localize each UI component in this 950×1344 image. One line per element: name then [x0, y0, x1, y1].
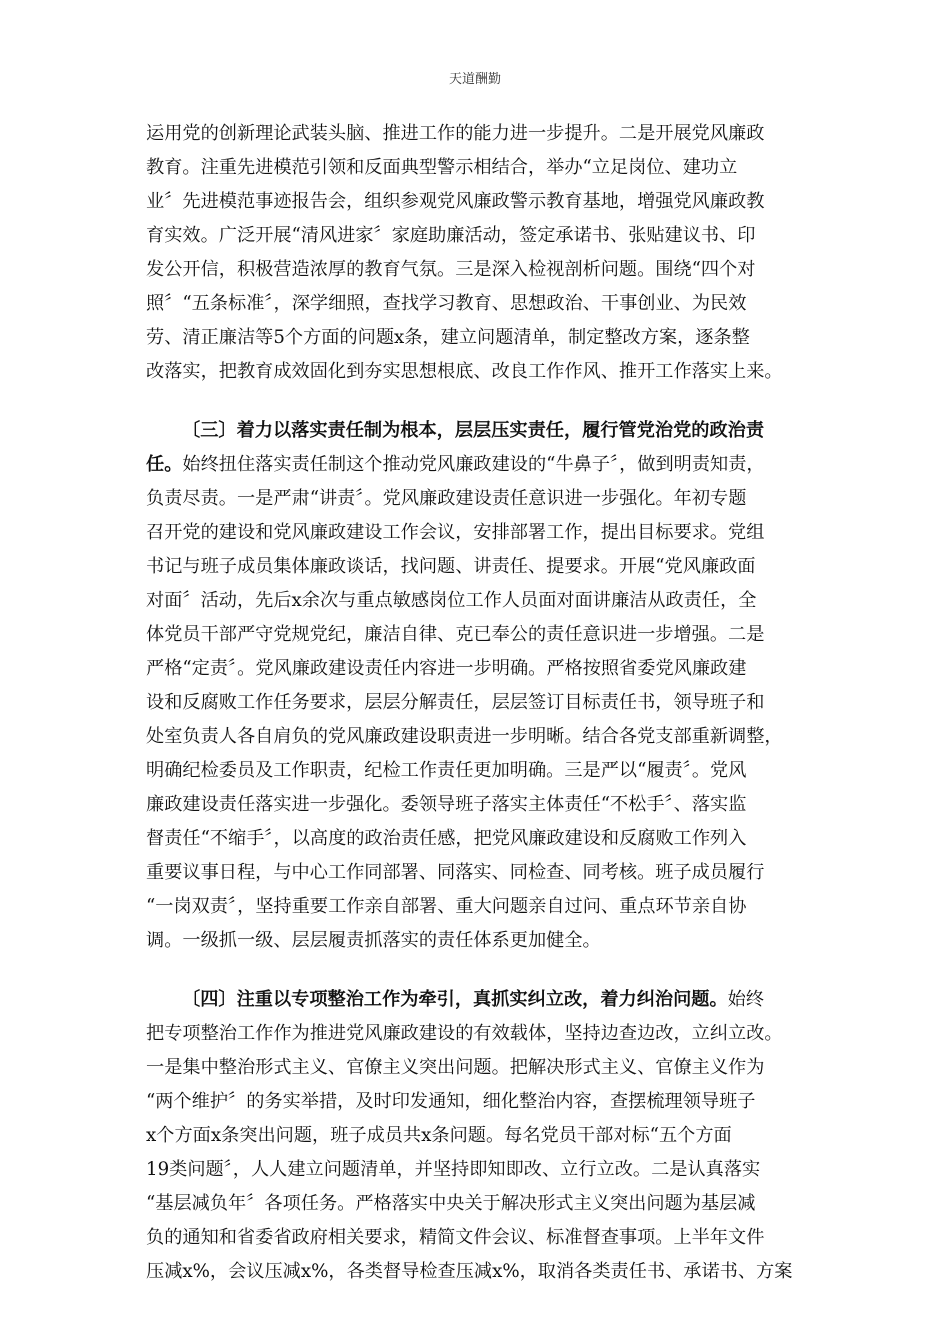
text-line: 调。一级抓一级、层层履责抓落实的责任体系更加健全。	[146, 930, 601, 951]
text-line: 运用党的创新理论武装头脑、推进工作的能力进一步提升。二是开展党风廉政	[146, 123, 765, 144]
text-line: 书记与班子成员集体廉政谈话，找问题、讲责任、提要求。开展“党风廉政面	[146, 556, 756, 577]
paragraph-3	[146, 983, 806, 1289]
text-line: 业〞先进模范事迹报告会，组织参观党风廉政警示教育基地，增强党风廉政教	[146, 191, 765, 212]
text-line: 廉政建设责任落实进一步强化。委领导班子落实主体责任“不松手〞、落实监	[146, 794, 747, 815]
text-line: 改落实，把教育成效固化到夯实思想根底、改良工作作风、推开工作落实上来。	[146, 361, 783, 382]
text-line: 压减x%，会议压减x%，各类督导检查压减x%，取消各类责任书、承诺书、方案	[146, 1261, 793, 1282]
paragraph-1	[146, 117, 806, 389]
text-line: 设和反腐败工作任务要求，层层分解责任，层层签订目标责任书，领导班子和	[146, 692, 765, 713]
heading-text: 〔三〕着力以落实责任制为根本，层层压实责任，履行管党治党的政治责	[182, 420, 765, 441]
heading-text-end: 任。	[146, 454, 183, 475]
text-line: x个方面x条突出问题，班子成员共x条问题。每名党员干部对标“五个方面	[146, 1125, 732, 1146]
text-line: 对面〞活动，先后x余次与重点敏感岗位工作人员面对面讲廉洁从政责任，全	[146, 590, 757, 611]
text-line: 发公开信，积极营造浓厚的教育气氛。三是深入检视剖析问题。围绕“四个对	[146, 259, 756, 280]
text-line: 把专项整治工作作为推进党风廉政建设的有效载体，坚持边查边改，立纠立改。	[146, 1023, 783, 1044]
text-line: 劳、清正廉洁等5个方面的问题x条，建立问题清单，制定整改方案，逐条整	[146, 327, 750, 348]
text-line: 重要议事日程，与中心工作同部署、同落实、同检查、同考核。班子成员履行	[146, 862, 765, 883]
text-line: 19类问题〞，人人建立问题清单，并坚持即知即改、立行立改。二是认真落实	[146, 1159, 761, 1180]
text-line: 照〞“五条标准〞，深学细照，查找学习教育、思想政治、干事创业、为民效	[146, 293, 747, 314]
paragraph-2	[146, 414, 806, 958]
text-line: 教育。注重先进模范引领和反面典型警示相结合，举办“立足岗位、建功立	[146, 157, 738, 178]
text-line	[146, 448, 806, 482]
section-heading-3	[146, 414, 806, 448]
text-line: “一岗双责〞，坚持重要工作亲自部署、重大问题亲自过问、重点环节亲自协	[146, 896, 747, 917]
text-line: “基层减负年〞各项任务。严格落实中央关于解决形式主义突出问题为基层减	[146, 1193, 756, 1214]
text-line: 负的通知和省委省政府相关要求，精简文件会议、标准督查事项。上半年文件	[146, 1227, 765, 1248]
text-line: 育实效。广泛开展“清风进家〞家庭助廉活动，签定承诺书、张贴建议书、印	[146, 225, 756, 246]
text-line: “两个维护〞的务实举措，及时印发通知，细化整治内容，查摆梳理领导班子	[146, 1091, 756, 1112]
text-line: 负责尽责。一是严肃“讲责〞。党风廉政建设责任意识进一步强化。年初专题	[146, 488, 747, 509]
text-run: 始终扭住落实责任制这个推动党风廉政建设的“牛鼻子〞，做到明责知责，	[182, 454, 765, 475]
text-line: 体党员干部严守党规党纪，廉洁自律、克已奉公的责任意识进一步增强。二是	[146, 624, 765, 645]
document-body	[146, 117, 806, 1289]
text-line: 严格“定责〞。党风廉政建设责任内容进一步明确。严格按照省委党风廉政建	[146, 658, 747, 679]
heading-text: 〔四〕注重以专项整治工作为牵引，真抓实纠立改，着力纠治问题。	[182, 989, 728, 1010]
text-run: 始终	[727, 989, 765, 1010]
page-header: 天道酬勤	[448, 72, 501, 87]
text-line: 明确纪检委员及工作职责，纪检工作责任更加明确。三是严以“履责〞。党风	[146, 760, 747, 781]
section-heading-4	[146, 983, 806, 1017]
text-line: 处室负责人各自肩负的党风廉政建设职责进一步明晰。结合各党支部重新调整，	[146, 726, 783, 747]
text-line: 一是集中整治形式主义、官僚主义突出问题。把解决形式主义、官僚主义作为	[146, 1057, 765, 1078]
text-line: 督责任“不缩手〞，以高度的政治责任感，把党风廉政建设和反腐败工作列入	[146, 828, 747, 849]
text-line: 召开党的建设和党风廉政建设工作会议，安排部署工作，提出目标要求。党组	[146, 522, 765, 543]
